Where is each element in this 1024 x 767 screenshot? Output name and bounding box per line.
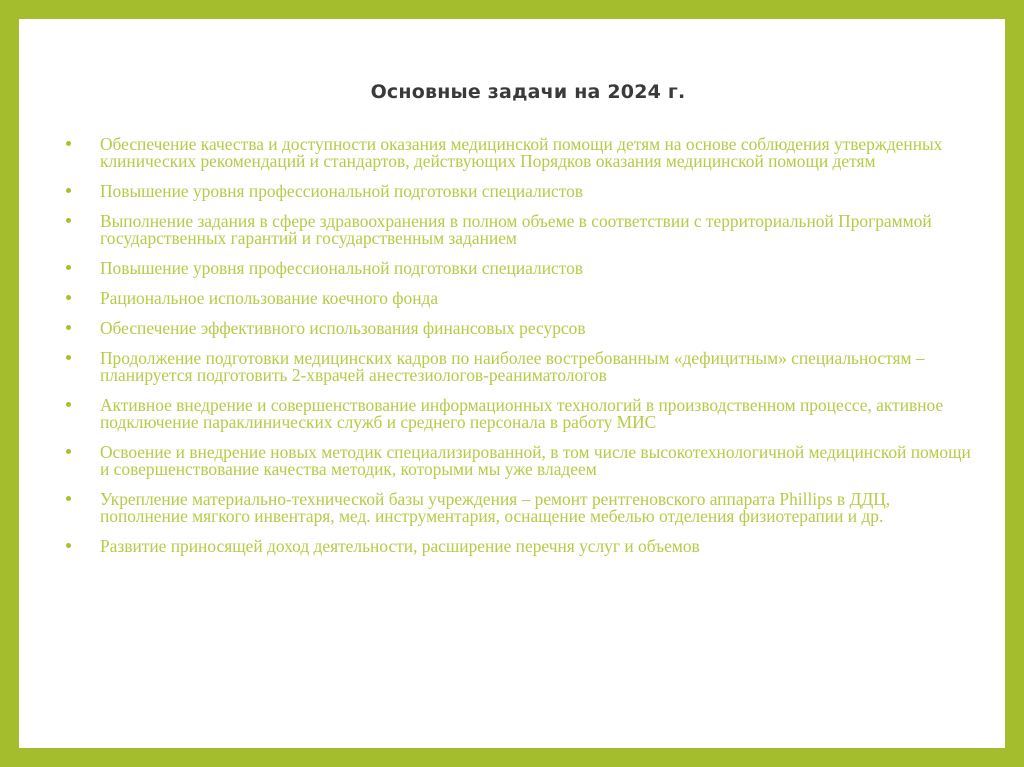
list-item — [60, 136, 980, 170]
bullet-icon — [66, 141, 71, 146]
list-item — [60, 444, 980, 478]
list-item — [60, 183, 980, 200]
task-list — [60, 136, 980, 568]
list-item-text: Освоение и внедрение новых методик специализированной, в том числе высокотехнологичной медицинской помощи и совершенствование качества методик, которыми мы уже владеем — [100, 442, 971, 479]
list-item-text: Продолжение подготовки медицинских кадров по наиболее востребованным «дефицитным» специальностям – планируется подготовить 2-хврачей анестезиологов-реаниматологов — [100, 348, 925, 385]
list-item — [60, 350, 980, 384]
list-item — [60, 213, 980, 247]
list-item — [60, 538, 980, 555]
bullet-icon — [66, 496, 71, 501]
bullet-icon — [66, 218, 71, 223]
list-item — [60, 491, 980, 525]
list-item-text: Развитие приносящей доход деятельности, расширение перечня услуг и объемов — [100, 536, 700, 556]
list-item — [60, 397, 980, 431]
bullet-icon — [66, 188, 71, 193]
list-item-text: Выполнение задания в сфере здравоохранения в полном объеме в соответствии с территориальной Программой государственных гарантий и государственным заданием — [100, 211, 932, 248]
bullet-icon — [66, 325, 71, 330]
bullet-icon — [66, 295, 71, 300]
bullet-icon — [66, 402, 71, 407]
list-item — [60, 290, 980, 307]
bullet-icon — [66, 265, 71, 270]
list-item-text: Обеспечение качества и доступности оказания медицинской помощи детям на основе соблюдения утвержденных клинических рекомендаций и стандартов, действующих Порядков оказания медицинской помощи детям — [100, 134, 943, 171]
list-item-text: Активное внедрение и совершенствование информационных технологий в производственном процессе, активное подключение параклинических служб и среднего персонала в работу МИС — [100, 395, 944, 432]
list-item-text: Рациональное использование коечного фонда — [100, 288, 439, 308]
bullet-icon — [66, 543, 71, 548]
list-item-text: Укрепление материально-технической базы учреждения – ремонт рентгеновского аппарата Phillips в ДДЦ, пополнение мягкого инвентаря, мед. инструментария, оснащение мебелью отделения физиотерапии и др. — [100, 489, 891, 526]
slide-title: Основные задачи на 2024 г. — [370, 81, 686, 103]
list-item-text: Повышение уровня профессиональной подготовки специалистов — [100, 181, 583, 201]
list-item-text: Повышение уровня профессиональной подготовки специалистов — [100, 258, 583, 278]
list-item — [60, 320, 980, 337]
list-item — [60, 260, 980, 277]
bullet-icon — [66, 449, 71, 454]
slide — [19, 19, 1005, 748]
bullet-icon — [66, 355, 71, 360]
list-item-text: Обеспечение эффективного использования финансовых ресурсов — [100, 318, 586, 338]
